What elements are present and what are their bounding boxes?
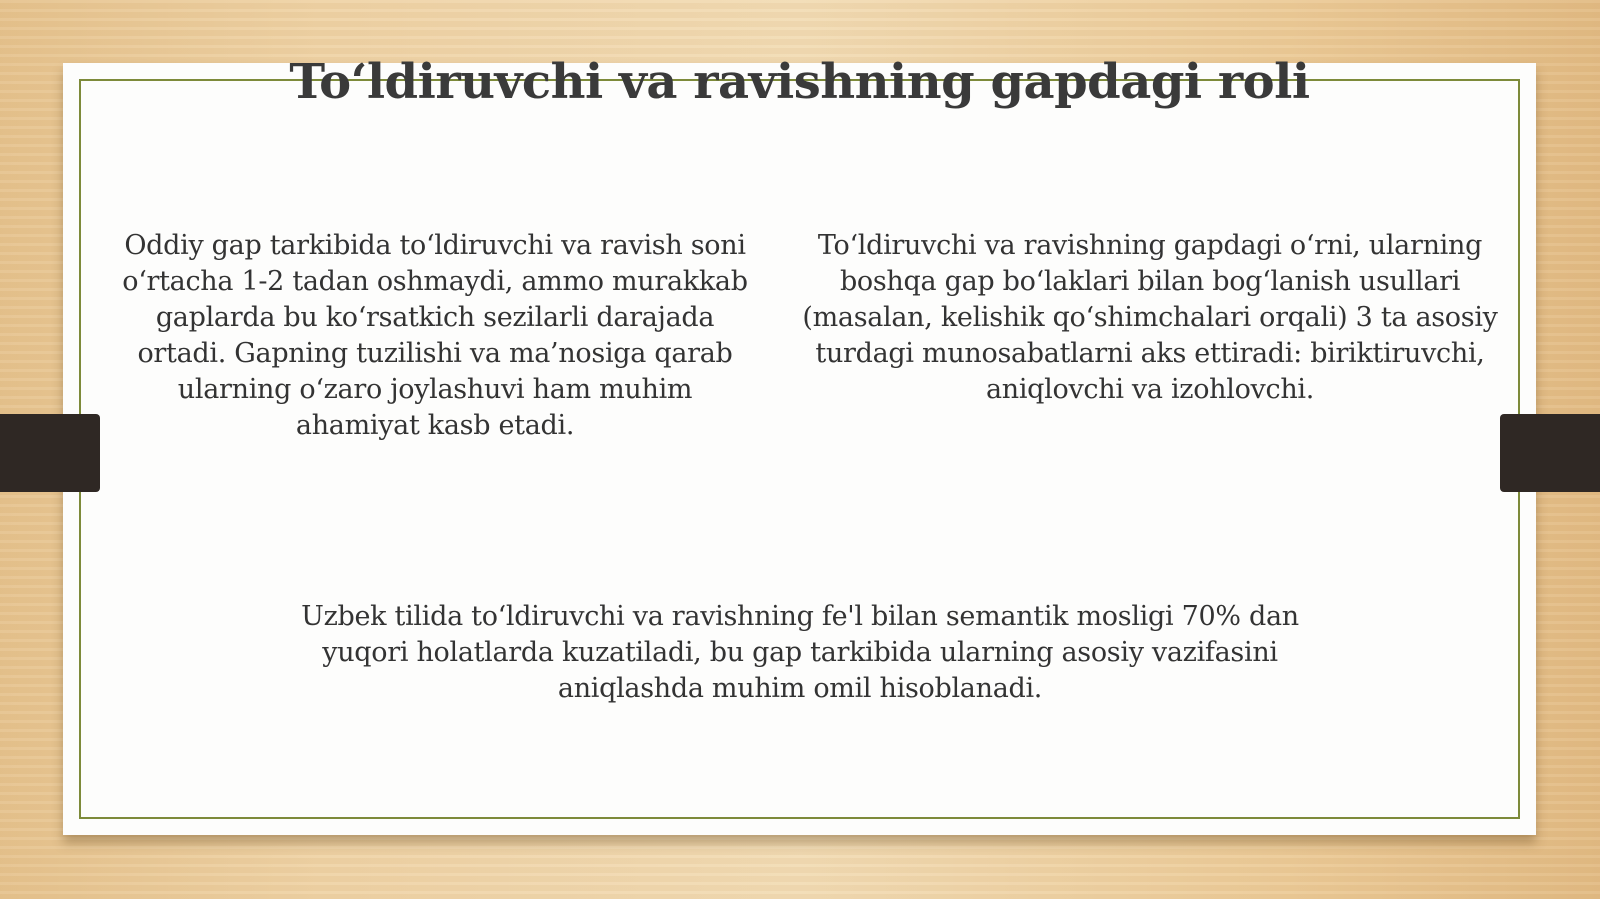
- slide-title: To‘ldiruvchi va ravishning gapdagi roli: [289, 54, 1310, 110]
- left-decorative-tab: [0, 414, 100, 492]
- slide-card: [63, 63, 1536, 835]
- left-paragraph: Oddiy gap tarkibida to‘ldiruvchi va ravish soni o‘rtacha 1-2 tadan oshmaydi, ammo murakkab gaplarda bu ko‘rsatkich sezilarli darajada ortadi. Gapning tuzilishi va ma’nosiga qarab ularning o‘zaro joylashuvi ham muhim ahamiyat kasb etadi.: [122, 230, 748, 441]
- bottom-paragraph: Uzbek tilida to‘ldiruvchi va ravishning fe'l bilan semantik mosligi 70% dan yuqori holatlarda kuzatiladi, bu gap tarkibida ularning asosiy vazifasini aniqlashda muhim omil hisoblanadi.: [301, 601, 1299, 704]
- right-decorative-tab: [1500, 414, 1600, 492]
- right-paragraph: To‘ldiruvchi va ravishning gapdagi o‘rni, ularning boshqa gap bo‘laklari bilan bog‘lanish usullari (masalan, kelishik qo‘shimchalari orqali) 3 ta asosiy turdagi munosabatlarni aks ettiradi: biriktiruvchi, aniqlovchi va izohlovchi.: [802, 230, 1498, 405]
- slide-border-frame: [79, 79, 1520, 819]
